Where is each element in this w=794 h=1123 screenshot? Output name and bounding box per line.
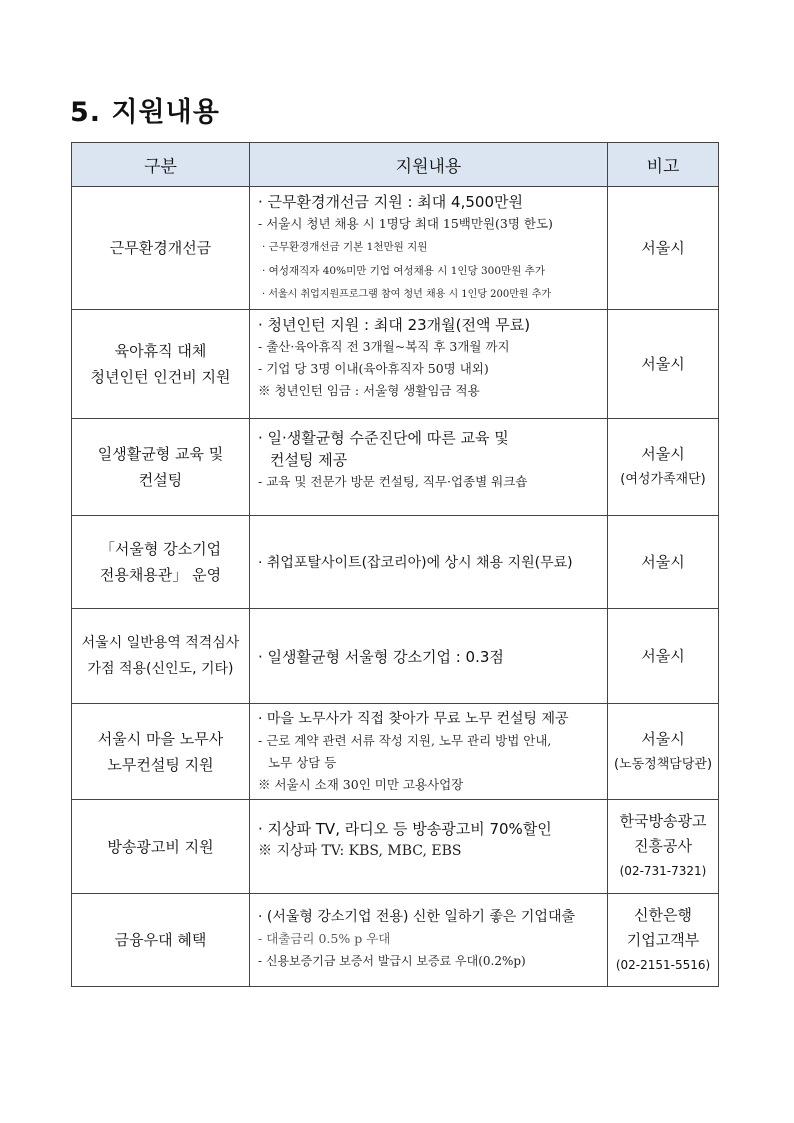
row-note: [608, 894, 719, 987]
note-line: 신한은행: [634, 905, 692, 924]
table-row: [72, 609, 719, 704]
row-content: [250, 187, 608, 310]
row-note: [608, 516, 719, 609]
category-line: 방송광고비 지원: [107, 837, 214, 856]
note-line: 서울시: [641, 729, 685, 748]
note-line: 기업고객부: [626, 930, 700, 949]
row-content: [250, 894, 608, 987]
category-line: 전용채용관」 운영: [99, 566, 222, 584]
row-content: [250, 516, 608, 609]
row-note: [608, 609, 719, 704]
content-main: · 마을 노무사가 직접 찾아가 무료 노무 컨설팅 제공: [258, 711, 569, 727]
content-main: · 취업포탈사이트(잡코리아)에 상시 채용 지원(무료): [258, 555, 573, 571]
table-row: [72, 187, 719, 310]
category-line: 육아휴직 대체: [114, 342, 207, 360]
category-line: 청년인턴 인건비 지원: [90, 368, 231, 386]
row-category: [72, 704, 250, 800]
content-detail: - 출산·육아휴직 전 3개월~복직 후 3개월 까지: [258, 339, 510, 354]
content-main: · (서울형 강소기업 전용) 신한 일하기 좋은 기업대출: [258, 909, 576, 925]
category-line: 컨설팅: [138, 471, 183, 489]
content-main: 컨설팅 제공: [270, 451, 348, 469]
content-detail: · 서울시 취업지원프로그램 참여 청년 채용 시 1인당 200만원 추가: [262, 289, 552, 300]
row-category: [72, 894, 250, 987]
content-main: · 청년인턴 지원 : 최대 23개월(전액 무료): [258, 316, 531, 334]
row-content: [250, 800, 608, 894]
row-category: [72, 310, 250, 419]
row-category: [72, 516, 250, 609]
content-detail: ※ 청년인턴 임금 : 서울형 생활임금 적용: [258, 383, 480, 398]
row-category: [72, 800, 250, 894]
table-row: [72, 516, 719, 609]
row-content: [250, 609, 608, 704]
content-main: · 일·생활균형 수준진단에 따른 교육 및: [258, 429, 509, 447]
note-line: 한국방송광고: [619, 812, 707, 830]
row-category: [72, 187, 250, 310]
note-line: 서울시: [641, 552, 685, 571]
table-row: [72, 310, 719, 419]
note-line: 진흥공사: [634, 837, 692, 855]
header-content: 지원내용: [250, 143, 608, 187]
content-detail: - 신용보증기금 보증서 발급시 보증료 우대(0.2%p): [258, 954, 526, 968]
content-detail: - 대출금리 0.5% p 우대: [258, 931, 391, 946]
header-note: 비고: [608, 143, 719, 187]
note-line: 서울시: [641, 445, 685, 463]
row-note: [608, 187, 719, 310]
note-line: 서울시: [641, 238, 685, 257]
header-category: 구분: [72, 143, 250, 187]
category-line: 서울시 마을 노무사: [97, 729, 224, 748]
table-row: [72, 894, 719, 987]
category-line: 서울시 일반용역 적격심사: [81, 635, 240, 651]
table-header-row: [72, 143, 719, 187]
content-main: · 지상파 TV, 라디오 등 방송광고비 70%할인: [258, 820, 552, 838]
row-category: [72, 609, 250, 704]
note-line: (02-731-7321): [619, 864, 707, 878]
content-detail: - 근로 계약 관련 서류 작성 지원, 노무 관리 방법 안내,: [258, 733, 552, 748]
content-main: · 일생활균형 서울형 강소기업 : 0.3점: [258, 648, 504, 666]
category-line: 「서울형 강소기업: [99, 540, 222, 558]
content-detail: - 기업 당 3명 이내(육아휴직자 50명 내외): [258, 361, 489, 376]
category-line: 노무컨설팅 지원: [107, 755, 214, 774]
table-row: [72, 800, 719, 894]
note-line: 서울시: [641, 646, 685, 665]
content-main: · 근무환경개선금 지원 : 최대 4,500만원: [258, 193, 523, 211]
table-row: [72, 419, 719, 516]
category-line: 가점 적용(신인도, 기타): [87, 661, 234, 677]
row-content: [250, 419, 608, 516]
content-detail: · 근무환경개선금 기본 1천만원 지원: [262, 241, 428, 253]
note-line: 서울시: [641, 354, 685, 373]
content-detail: - 교육 및 전문가 방문 컨설팅, 직무·업종별 워크숍: [258, 474, 528, 489]
category-line: 금융우대 혜택: [114, 931, 207, 949]
row-note: [608, 704, 719, 800]
row-category: [72, 419, 250, 516]
support-table: [71, 142, 719, 987]
page-title: 5. 지원내용: [70, 97, 220, 128]
content-detail: ※ 지상파 TV: KBS, MBC, EBS: [258, 843, 462, 859]
category-line: 일생활균형 교육 및: [97, 445, 224, 463]
table-row: [72, 704, 719, 800]
content-detail: ※ 서울시 소재 30인 미만 고용사업장: [258, 777, 464, 792]
content-detail: 노무 상담 등: [268, 755, 337, 770]
note-line: (여성가족재단): [620, 472, 706, 487]
row-note: [608, 310, 719, 419]
note-line: (02-2151-5516): [615, 957, 711, 972]
row-note: [608, 800, 719, 894]
content-detail: · 여성재직자 40%미만 기업 여성채용 시 1인당 300만원 추가: [262, 265, 545, 277]
content-detail: - 서울시 청년 채용 시 1명당 최대 15백만원(3명 한도): [258, 216, 553, 231]
row-note: [608, 419, 719, 516]
note-line: (노동정책담당관): [613, 756, 713, 772]
row-content: [250, 310, 608, 419]
row-content: [250, 704, 608, 800]
category-line: 근무환경개선금: [109, 239, 212, 257]
